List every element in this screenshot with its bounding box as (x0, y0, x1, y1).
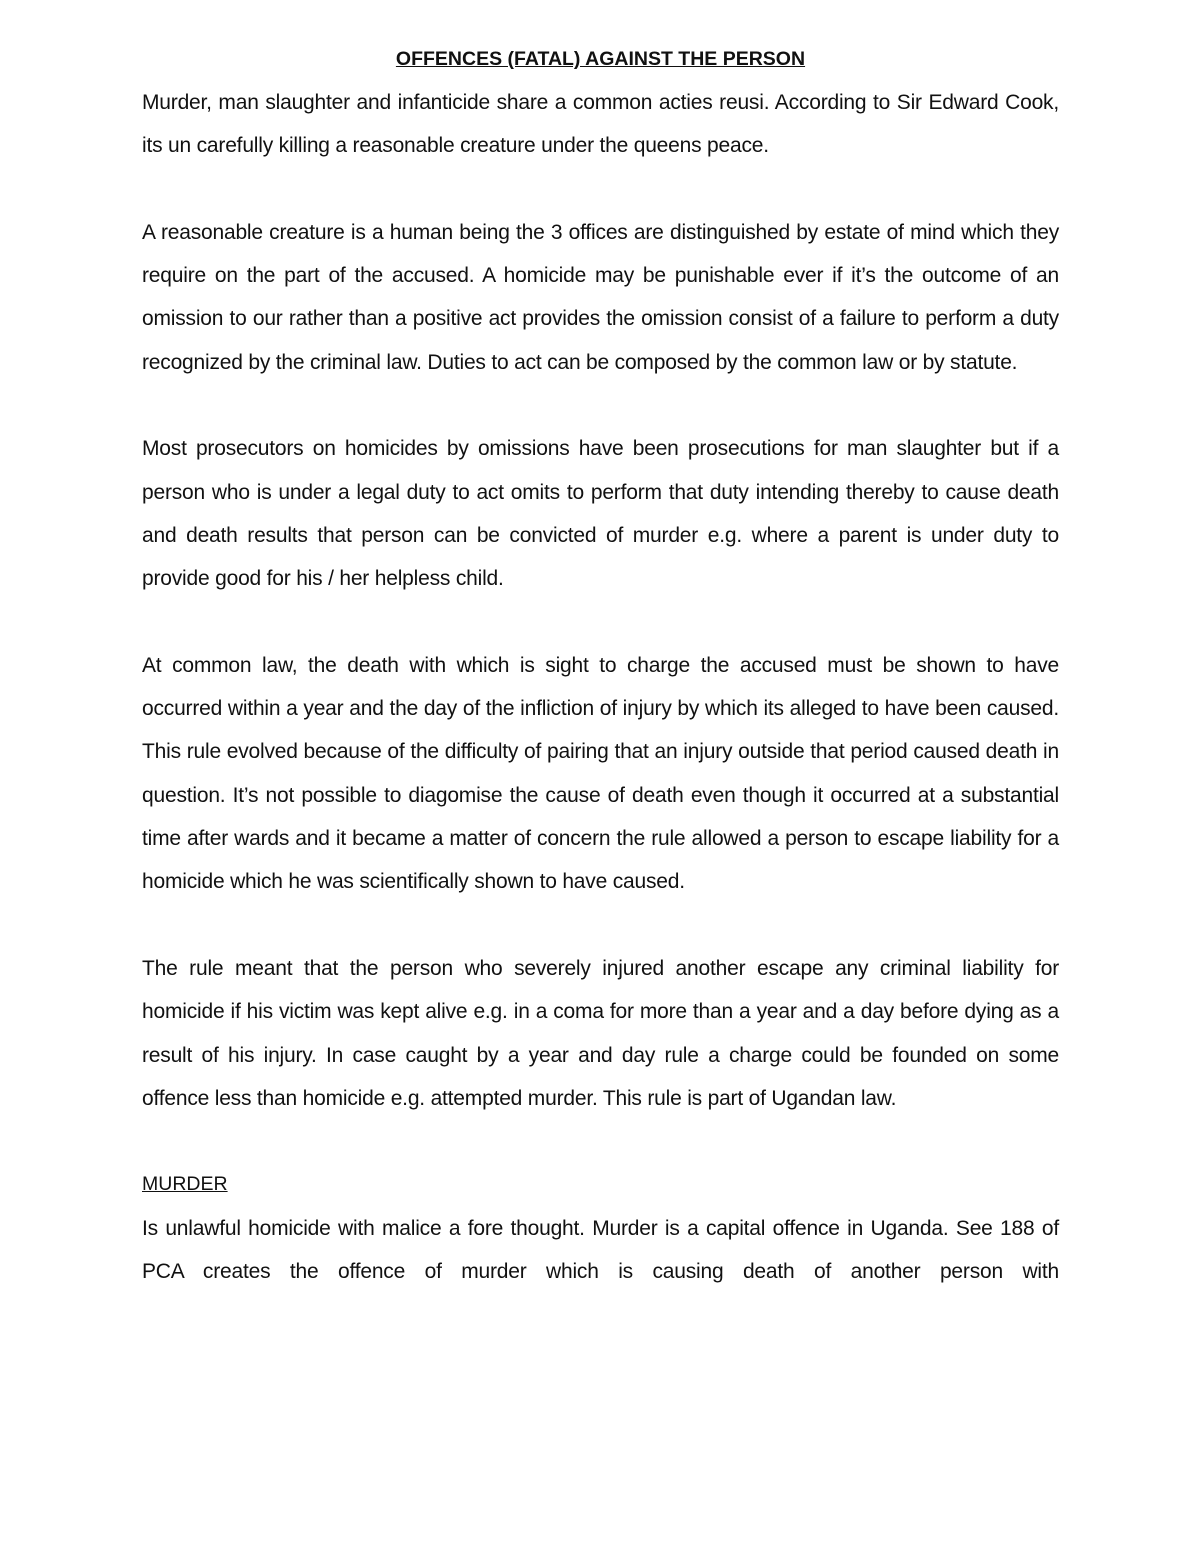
paragraph-omissions: Most prosecutors on homicides by omissions have been prosecutions for man slaughter but if a person who is under a legal duty to act omits to perform that duty intending thereby to cause death and death results that person can be convicted of murder e.g. where a parent is under duty to provide good for his / her helpless child. (142, 437, 1059, 591)
document-title: OFFENCES (FATAL) AGAINST THE PERSON (395, 48, 806, 70)
paragraph-spacer (142, 601, 1059, 644)
section-heading-murder: MURDER (142, 1173, 228, 1196)
paragraph-murder-definition: Is unlawful homicide with malice a fore thought. Murder is a capital offence in Uganda. See 188 of PCA creates the offence of murder which is causing death of another person with (142, 1216, 1059, 1284)
paragraph-rule-meaning: The rule meant that the person who severely injured another escape any criminal liability for homicide if his victim was kept alive e.g. in a coma for more than a year and a day before dying as a result of his injury. In case caught by a year and day rule a charge could be founded on some offence less than homicide e.g. attempted murder. This rule is part of Ugandan law. (142, 956, 1059, 1110)
paragraph-reasonable-creature: A reasonable creature is a human being the 3 offices are distinguished by estate of mind which they require on the part of the accused. A homicide may be punishable ever if it’s the outcome of an omission to our rather than a positive act provides the omission consist of a failure to perform a duty recognized by the criminal law. Duties to act can be composed by the common law or by statute. (142, 220, 1059, 374)
paragraph-spacer (142, 168, 1059, 211)
paragraph-spacer (142, 1120, 1059, 1163)
document-body (142, 44, 1059, 1293)
paragraph-intro: Murder, man slaughter and infanticide share a common acties reusi. According to Sir Edward Cook, its un carefully killing a reasonable creature under the queens peace. (142, 91, 1059, 158)
paragraph-spacer (142, 384, 1059, 427)
paragraph-spacer (142, 904, 1059, 947)
paragraph-year-and-day: At common law, the death with which is sight to charge the accused must be shown to have occurred within a year and the day of the infliction of injury by which its alleged to have been caused. This rule evolved because of the difficulty of pairing that an injury outside that period caused death in question. It’s not possible to diagomise the cause of death even though it occurred at a substantial time after wards and it became a matter of concern the rule allowed a person to escape liability for a homicide which he was scientifically shown to have caused. (142, 653, 1059, 894)
